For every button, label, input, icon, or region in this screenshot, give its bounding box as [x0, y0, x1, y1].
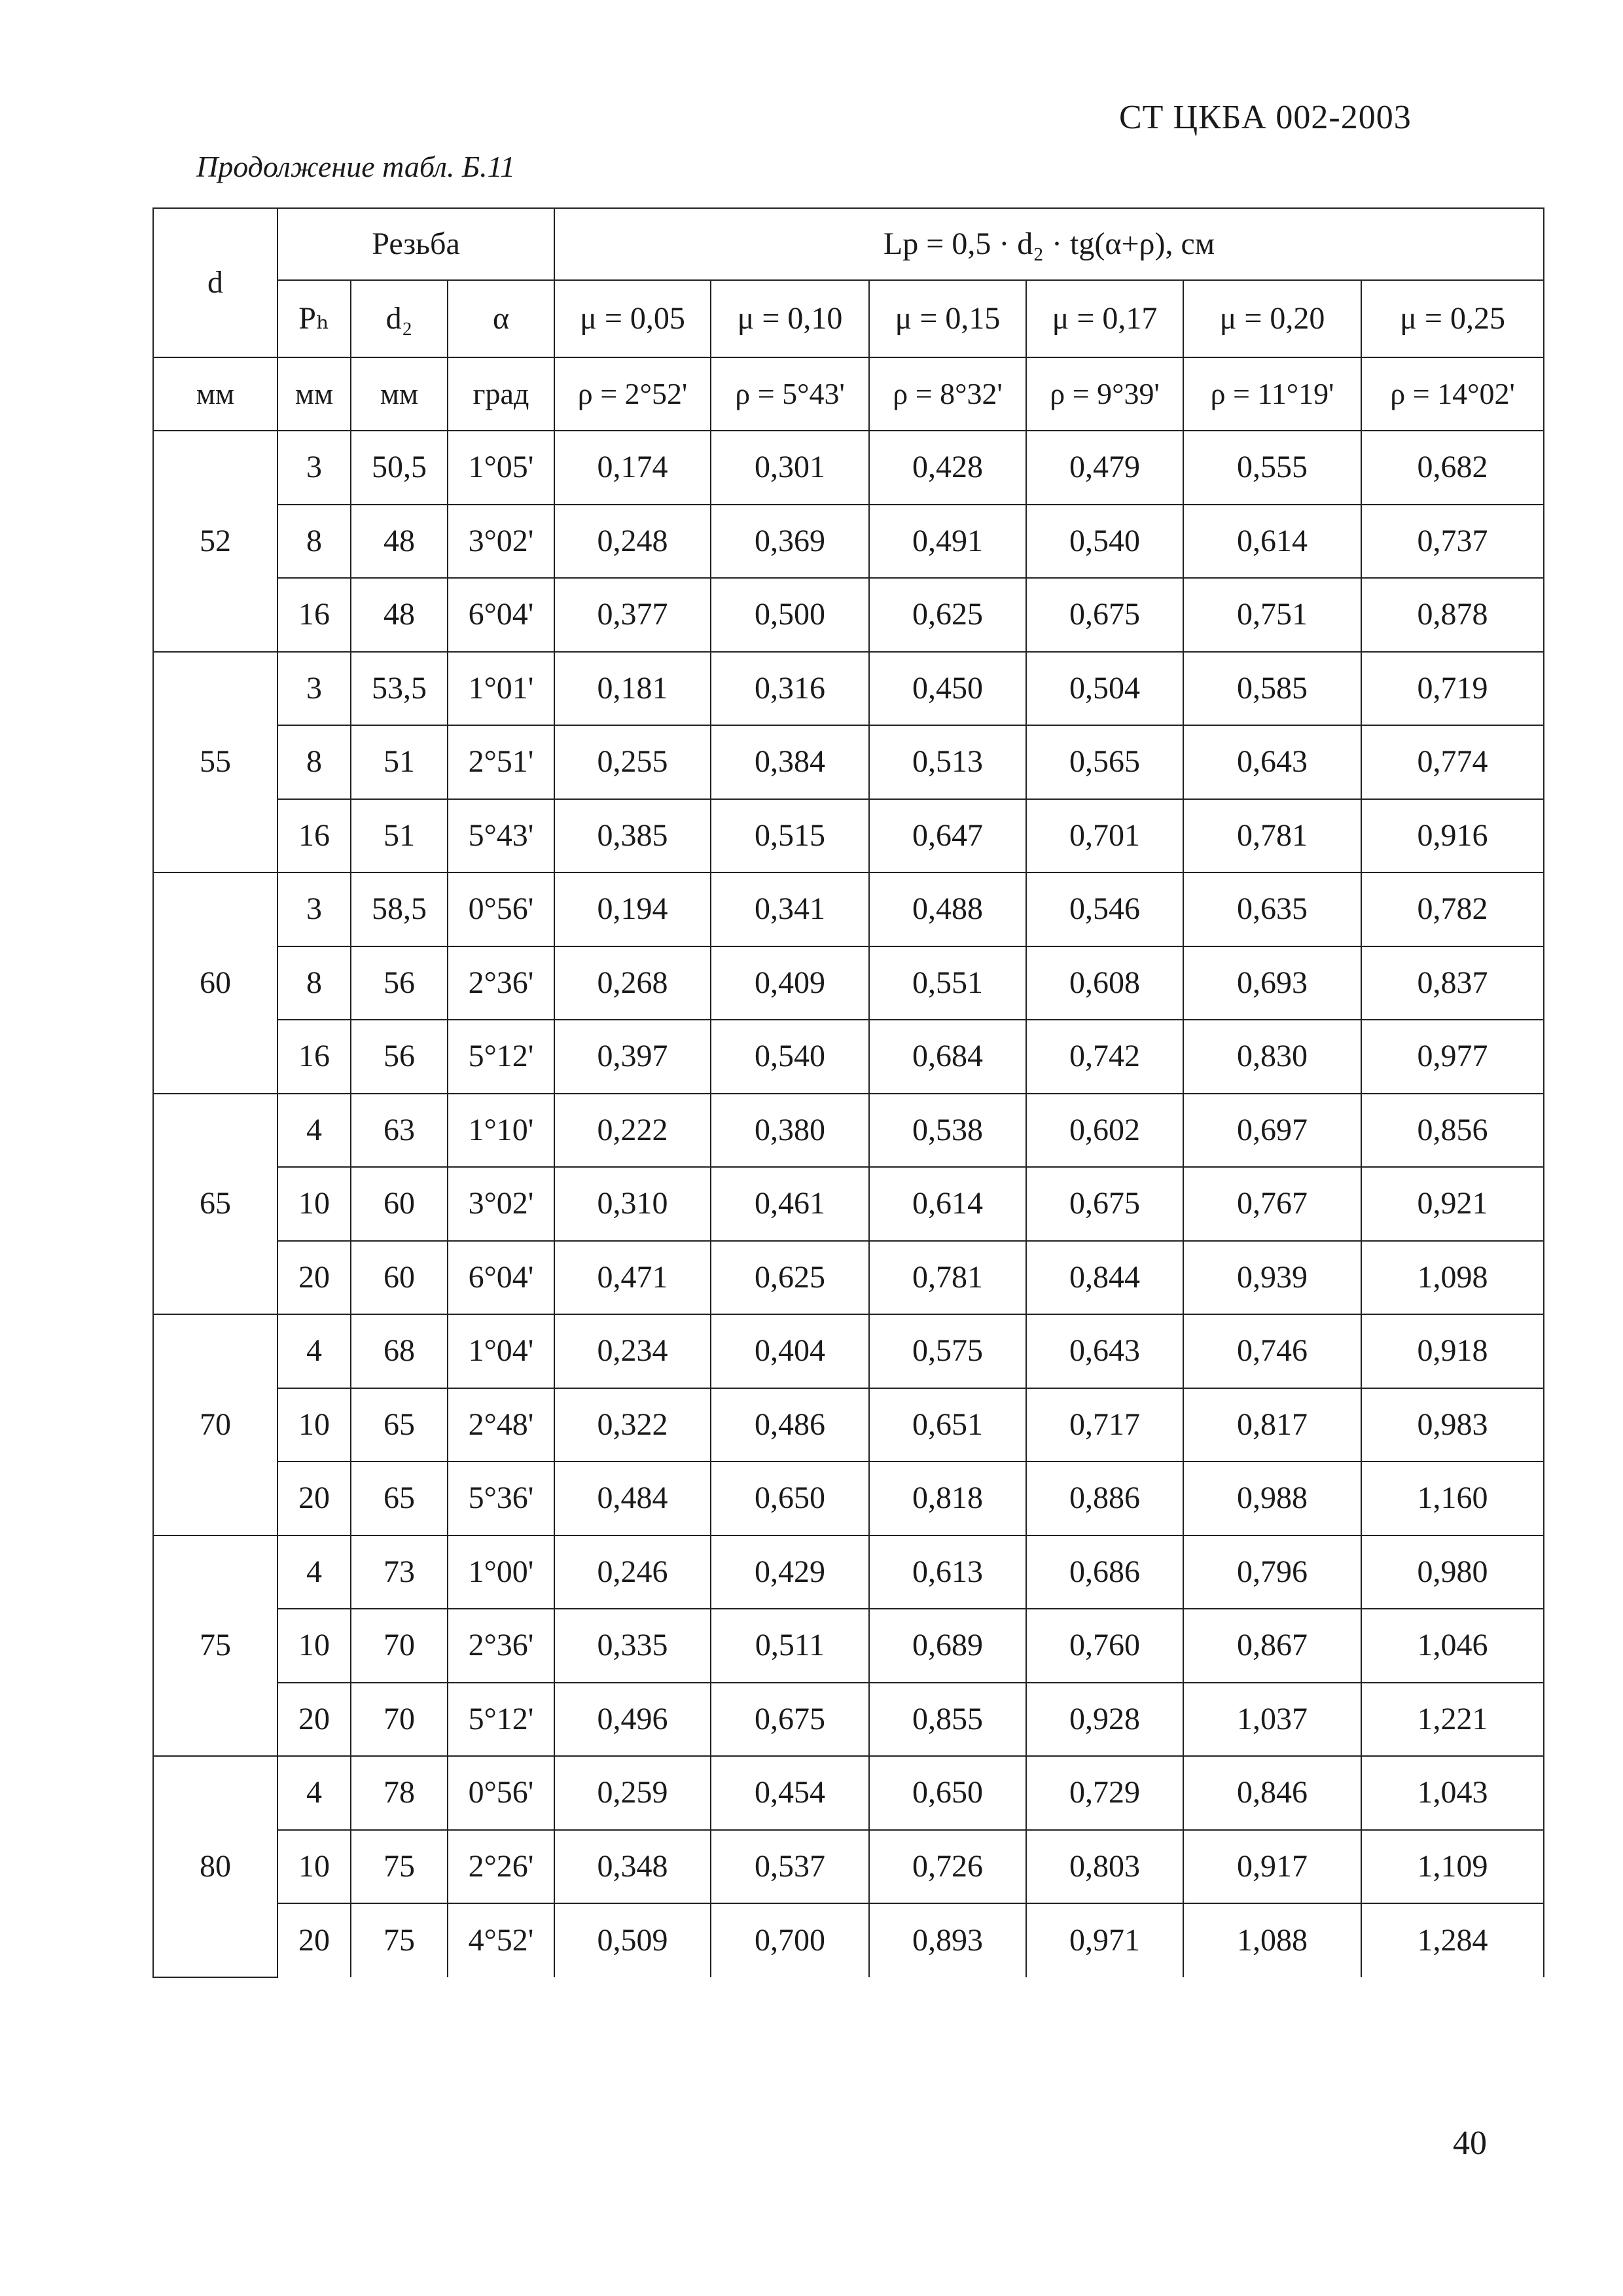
- alpha-cell: 2°26': [448, 1830, 554, 1904]
- value-cell: 0,837: [1361, 946, 1544, 1020]
- value-cell: 0,181: [554, 652, 711, 726]
- d2-cell: 60: [351, 1241, 448, 1315]
- value-cell: 0,385: [554, 799, 711, 873]
- alpha-cell: 1°01': [448, 652, 554, 726]
- value-cell: 0,335: [554, 1609, 711, 1683]
- d2-cell: 51: [351, 799, 448, 873]
- value-cell: 0,625: [869, 578, 1026, 652]
- value-cell: 0,675: [1026, 1167, 1183, 1241]
- d2-cell: 53,5: [351, 652, 448, 726]
- value-cell: 0,782: [1361, 872, 1544, 946]
- value-cell: 0,540: [1026, 505, 1183, 579]
- value-cell: 1,037: [1183, 1683, 1361, 1757]
- header-alpha: α: [448, 280, 554, 357]
- value-cell: 0,980: [1361, 1535, 1544, 1609]
- table-row: [153, 1462, 1544, 1535]
- d2-cell: 65: [351, 1388, 448, 1462]
- alpha-cell: 0°56': [448, 1756, 554, 1830]
- pitch-cell: 20: [277, 1241, 351, 1315]
- diameter-cell: 52: [153, 431, 277, 652]
- unit-cell: мм: [351, 357, 448, 431]
- alpha-cell: 6°04': [448, 1241, 554, 1315]
- d2-cell: 78: [351, 1756, 448, 1830]
- value-cell: 0,855: [869, 1683, 1026, 1757]
- table-row: [153, 1756, 1544, 1830]
- table-caption: Продолжение табл. Б.11: [196, 150, 516, 183]
- value-cell: 0,643: [1026, 1314, 1183, 1388]
- value-cell: 0,767: [1183, 1167, 1361, 1241]
- value-cell: 0,248: [554, 505, 711, 579]
- alpha-cell: 0°56': [448, 872, 554, 946]
- header-d: d: [153, 208, 277, 357]
- value-cell: 0,700: [711, 1903, 869, 1977]
- pitch-cell: 3: [277, 652, 351, 726]
- value-cell: 0,585: [1183, 652, 1361, 726]
- value-cell: 0,613: [869, 1535, 1026, 1609]
- value-cell: 0,614: [1183, 505, 1361, 579]
- value-cell: 0,575: [869, 1314, 1026, 1388]
- value-cell: 0,450: [869, 652, 1026, 726]
- value-cell: 0,377: [554, 578, 711, 652]
- value-cell: 0,844: [1026, 1241, 1183, 1315]
- value-cell: 0,614: [869, 1167, 1026, 1241]
- value-cell: 0,625: [711, 1241, 869, 1315]
- value-cell: 0,234: [554, 1314, 711, 1388]
- value-cell: 0,316: [711, 652, 869, 726]
- d2-cell: 48: [351, 505, 448, 579]
- value-cell: 0,988: [1183, 1462, 1361, 1535]
- value-cell: 0,781: [869, 1241, 1026, 1315]
- pitch-cell: 8: [277, 946, 351, 1020]
- header-formula: Lр = 0,5 · d₂ · tg(α+ρ), см: [554, 208, 1544, 280]
- value-cell: 0,454: [711, 1756, 869, 1830]
- value-cell: 0,650: [711, 1462, 869, 1535]
- value-cell: 0,404: [711, 1314, 869, 1388]
- table-row: [153, 1020, 1544, 1094]
- d2-cell: 58,5: [351, 872, 448, 946]
- value-cell: 0,635: [1183, 872, 1361, 946]
- value-cell: 0,878: [1361, 578, 1544, 652]
- value-cell: 0,830: [1183, 1020, 1361, 1094]
- pitch-cell: 20: [277, 1903, 351, 1977]
- table-row: [153, 1830, 1544, 1904]
- rho-cell: ρ = 14°02': [1361, 357, 1544, 431]
- alpha-cell: 5°36': [448, 1462, 554, 1535]
- alpha-cell: 1°00': [448, 1535, 554, 1609]
- pitch-cell: 16: [277, 578, 351, 652]
- value-cell: 0,511: [711, 1609, 869, 1683]
- table-row: [153, 652, 1544, 726]
- rho-cell: ρ = 8°32': [869, 357, 1026, 431]
- value-cell: 0,751: [1183, 578, 1361, 652]
- value-cell: 0,479: [1026, 431, 1183, 505]
- rho-cell: ρ = 11°19': [1183, 357, 1361, 431]
- table-row: [153, 1094, 1544, 1168]
- value-cell: 0,268: [554, 946, 711, 1020]
- value-cell: 0,509: [554, 1903, 711, 1977]
- value-cell: 1,284: [1361, 1903, 1544, 1977]
- pitch-cell: 10: [277, 1388, 351, 1462]
- value-cell: 0,488: [869, 872, 1026, 946]
- value-cell: 0,796: [1183, 1535, 1361, 1609]
- d2-cell: 75: [351, 1903, 448, 1977]
- value-cell: 0,486: [711, 1388, 869, 1462]
- pitch-cell: 3: [277, 431, 351, 505]
- value-cell: 0,684: [869, 1020, 1026, 1094]
- value-cell: 0,675: [1026, 578, 1183, 652]
- pitch-cell: 10: [277, 1167, 351, 1241]
- pitch-cell: 20: [277, 1462, 351, 1535]
- value-cell: 0,504: [1026, 652, 1183, 726]
- pitch-cell: 10: [277, 1830, 351, 1904]
- value-cell: 0,322: [554, 1388, 711, 1462]
- value-cell: 0,555: [1183, 431, 1361, 505]
- value-cell: 0,701: [1026, 799, 1183, 873]
- value-cell: 0,856: [1361, 1094, 1544, 1168]
- alpha-cell: 1°05': [448, 431, 554, 505]
- value-cell: 0,341: [711, 872, 869, 946]
- header-mu: μ = 0,10: [711, 280, 869, 357]
- value-cell: 0,760: [1026, 1609, 1183, 1683]
- table-row: [153, 1388, 1544, 1462]
- value-cell: 0,726: [869, 1830, 1026, 1904]
- table-row: [153, 1314, 1544, 1388]
- value-cell: 0,369: [711, 505, 869, 579]
- value-cell: 0,602: [1026, 1094, 1183, 1168]
- value-cell: 0,886: [1026, 1462, 1183, 1535]
- d2-cell: 48: [351, 578, 448, 652]
- header-mu: μ = 0,20: [1183, 280, 1361, 357]
- value-cell: 0,608: [1026, 946, 1183, 1020]
- table-row: [153, 1609, 1544, 1683]
- alpha-cell: 2°48': [448, 1388, 554, 1462]
- header-mu: μ = 0,05: [554, 280, 711, 357]
- d2-cell: 60: [351, 1167, 448, 1241]
- table-row: [153, 578, 1544, 652]
- alpha-cell: 2°36': [448, 1609, 554, 1683]
- diameter-cell: 60: [153, 872, 277, 1094]
- pitch-cell: 4: [277, 1094, 351, 1168]
- value-cell: 0,409: [711, 946, 869, 1020]
- unit-cell: мм: [153, 357, 277, 431]
- value-cell: 0,686: [1026, 1535, 1183, 1609]
- d2-cell: 70: [351, 1683, 448, 1757]
- header-mu: μ = 0,25: [1361, 280, 1544, 357]
- value-cell: 0,246: [554, 1535, 711, 1609]
- value-cell: 0,222: [554, 1094, 711, 1168]
- value-cell: 0,729: [1026, 1756, 1183, 1830]
- value-cell: 0,916: [1361, 799, 1544, 873]
- value-cell: 0,742: [1026, 1020, 1183, 1094]
- alpha-cell: 3°02': [448, 505, 554, 579]
- value-cell: 0,867: [1183, 1609, 1361, 1683]
- table-row: [153, 505, 1544, 579]
- alpha-cell: 4°52': [448, 1903, 554, 1977]
- value-cell: 0,971: [1026, 1903, 1183, 1977]
- value-cell: 0,675: [711, 1683, 869, 1757]
- table-row: [153, 799, 1544, 873]
- pitch-cell: 3: [277, 872, 351, 946]
- d2-cell: 63: [351, 1094, 448, 1168]
- value-cell: 0,921: [1361, 1167, 1544, 1241]
- table-row: [153, 1167, 1544, 1241]
- value-cell: 0,697: [1183, 1094, 1361, 1168]
- value-cell: 1,043: [1361, 1756, 1544, 1830]
- value-cell: 0,428: [869, 431, 1026, 505]
- value-cell: 0,846: [1183, 1756, 1361, 1830]
- value-cell: 0,500: [711, 578, 869, 652]
- value-cell: 0,565: [1026, 725, 1183, 799]
- diameter-cell: 75: [153, 1535, 277, 1757]
- pitch-cell: 4: [277, 1314, 351, 1388]
- value-cell: 0,817: [1183, 1388, 1361, 1462]
- table-row: [153, 872, 1544, 946]
- table-row: [153, 725, 1544, 799]
- units-row: [153, 357, 1544, 431]
- value-cell: 0,746: [1183, 1314, 1361, 1388]
- value-cell: 0,491: [869, 505, 1026, 579]
- table-row: [153, 431, 1544, 505]
- pitch-cell: 8: [277, 725, 351, 799]
- value-cell: 0,384: [711, 725, 869, 799]
- value-cell: 0,928: [1026, 1683, 1183, 1757]
- value-cell: 0,348: [554, 1830, 711, 1904]
- value-cell: 0,939: [1183, 1241, 1361, 1315]
- value-cell: 0,259: [554, 1756, 711, 1830]
- alpha-cell: 6°04': [448, 578, 554, 652]
- header-row-2: [153, 280, 1544, 357]
- document-code: СТ ЦКБА 002-2003: [1119, 99, 1412, 136]
- pitch-cell: 4: [277, 1756, 351, 1830]
- alpha-cell: 5°43': [448, 799, 554, 873]
- value-cell: 0,537: [711, 1830, 869, 1904]
- value-cell: 0,515: [711, 799, 869, 873]
- value-cell: 0,893: [869, 1903, 1026, 1977]
- diameter-cell: 80: [153, 1756, 277, 1977]
- value-cell: 0,689: [869, 1609, 1026, 1683]
- value-cell: 0,174: [554, 431, 711, 505]
- d2-cell: 56: [351, 946, 448, 1020]
- rho-cell: ρ = 5°43': [711, 357, 869, 431]
- value-cell: 0,461: [711, 1167, 869, 1241]
- diameter-cell: 70: [153, 1314, 277, 1535]
- value-cell: 0,774: [1361, 725, 1544, 799]
- value-cell: 0,917: [1183, 1830, 1361, 1904]
- value-cell: 0,693: [1183, 946, 1361, 1020]
- value-cell: 0,546: [1026, 872, 1183, 946]
- value-cell: 0,918: [1361, 1314, 1544, 1388]
- value-cell: 0,818: [869, 1462, 1026, 1535]
- pitch-cell: 16: [277, 799, 351, 873]
- header-ph: Pₕ: [277, 280, 351, 357]
- table-row: [153, 946, 1544, 1020]
- pitch-cell: 8: [277, 505, 351, 579]
- value-cell: 1,046: [1361, 1609, 1544, 1683]
- header-mu: μ = 0,15: [869, 280, 1026, 357]
- header-row-1: [153, 208, 1544, 280]
- table-row: [153, 1903, 1544, 1977]
- value-cell: 0,803: [1026, 1830, 1183, 1904]
- value-cell: 0,643: [1183, 725, 1361, 799]
- diameter-cell: 55: [153, 652, 277, 873]
- value-cell: 0,484: [554, 1462, 711, 1535]
- value-cell: 1,088: [1183, 1903, 1361, 1977]
- value-cell: 0,255: [554, 725, 711, 799]
- value-cell: 0,781: [1183, 799, 1361, 873]
- d2-cell: 65: [351, 1462, 448, 1535]
- value-cell: 0,717: [1026, 1388, 1183, 1462]
- value-cell: 0,647: [869, 799, 1026, 873]
- header-thread: Резьба: [277, 208, 554, 280]
- value-cell: 0,538: [869, 1094, 1026, 1168]
- alpha-cell: 1°04': [448, 1314, 554, 1388]
- unit-cell: град: [448, 357, 554, 431]
- rho-cell: ρ = 9°39': [1026, 357, 1183, 431]
- d2-cell: 70: [351, 1609, 448, 1683]
- header-mu: μ = 0,17: [1026, 280, 1183, 357]
- value-cell: 0,471: [554, 1241, 711, 1315]
- value-cell: 1,098: [1361, 1241, 1544, 1315]
- value-cell: 0,540: [711, 1020, 869, 1094]
- diameter-cell: 65: [153, 1094, 277, 1315]
- value-cell: 0,380: [711, 1094, 869, 1168]
- value-cell: 0,719: [1361, 652, 1544, 726]
- rho-cell: ρ = 2°52': [554, 357, 711, 431]
- value-cell: 0,310: [554, 1167, 711, 1241]
- table-row: [153, 1241, 1544, 1315]
- value-cell: 0,496: [554, 1683, 711, 1757]
- d2-cell: 68: [351, 1314, 448, 1388]
- value-cell: 1,160: [1361, 1462, 1544, 1535]
- value-cell: 0,977: [1361, 1020, 1544, 1094]
- alpha-cell: 5°12': [448, 1020, 554, 1094]
- value-cell: 0,194: [554, 872, 711, 946]
- d2-cell: 56: [351, 1020, 448, 1094]
- alpha-cell: 1°10': [448, 1094, 554, 1168]
- value-cell: 0,429: [711, 1535, 869, 1609]
- value-cell: 0,397: [554, 1020, 711, 1094]
- d2-cell: 50,5: [351, 431, 448, 505]
- pitch-cell: 16: [277, 1020, 351, 1094]
- value-cell: 0,650: [869, 1756, 1026, 1830]
- value-cell: 0,551: [869, 946, 1026, 1020]
- value-cell: 0,682: [1361, 431, 1544, 505]
- alpha-cell: 2°36': [448, 946, 554, 1020]
- page-number: 40: [1453, 2125, 1487, 2162]
- header-d2: d₂: [351, 280, 448, 357]
- value-cell: 0,737: [1361, 505, 1544, 579]
- value-cell: 0,301: [711, 431, 869, 505]
- thread-table: [152, 207, 1544, 1978]
- d2-cell: 73: [351, 1535, 448, 1609]
- alpha-cell: 3°02': [448, 1167, 554, 1241]
- value-cell: 1,221: [1361, 1683, 1544, 1757]
- d2-cell: 75: [351, 1830, 448, 1904]
- value-cell: 0,983: [1361, 1388, 1544, 1462]
- pitch-cell: 20: [277, 1683, 351, 1757]
- value-cell: 0,651: [869, 1388, 1026, 1462]
- value-cell: 0,513: [869, 725, 1026, 799]
- unit-cell: мм: [277, 357, 351, 431]
- table-row: [153, 1535, 1544, 1609]
- alpha-cell: 2°51': [448, 725, 554, 799]
- pitch-cell: 4: [277, 1535, 351, 1609]
- d2-cell: 51: [351, 725, 448, 799]
- table-row: [153, 1683, 1544, 1757]
- alpha-cell: 5°12': [448, 1683, 554, 1757]
- pitch-cell: 10: [277, 1609, 351, 1683]
- value-cell: 1,109: [1361, 1830, 1544, 1904]
